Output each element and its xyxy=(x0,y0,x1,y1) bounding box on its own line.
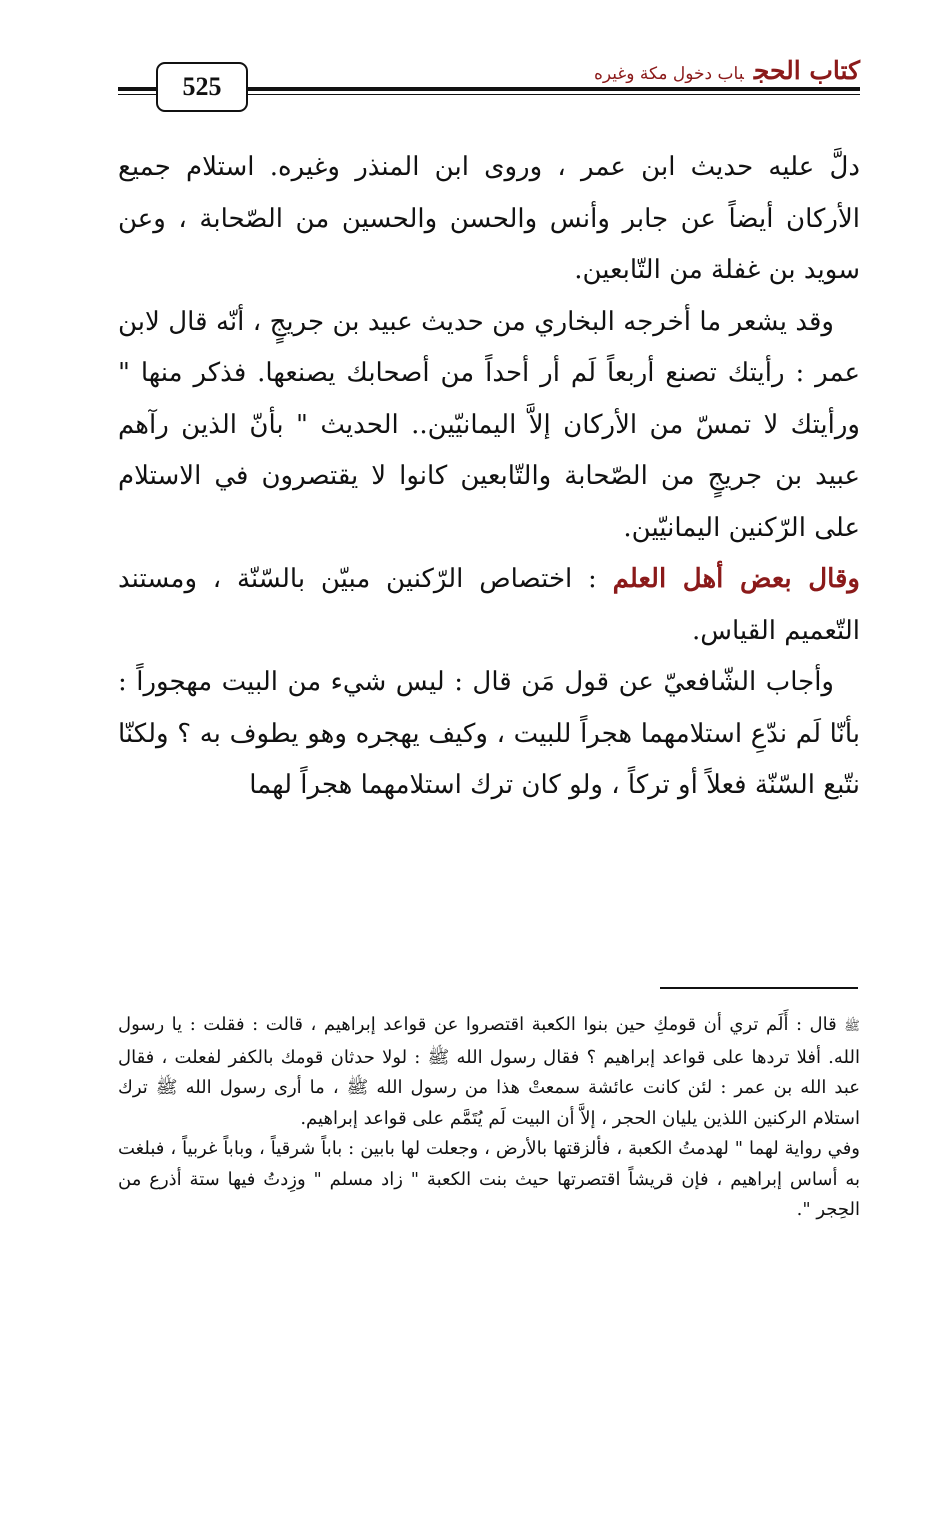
header-title xyxy=(594,56,860,85)
paragraph-3-text: : اختصاص الرّكنين مبيّن بالسّنّة ، ومستند التّعميم القياس. xyxy=(118,564,860,646)
highlighted-phrase: وقال بعض أهل العلم xyxy=(612,564,860,594)
footnote-1 xyxy=(118,1010,860,1134)
saw-symbol: ﷺ xyxy=(844,1019,860,1034)
footnotes xyxy=(118,1010,860,1226)
footnote-separator xyxy=(660,987,858,989)
paragraph-4: وأجاب الشّافعيّ عن قول مَن قال : ليس شيء من البيت مهجوراً : بأنّا لَم ندّعِ استلامهما هجراً للبيت ، وكيف يهجره وهو يطوف به ؟ ولكنّا نتّبع السّنّة فعلاً أو تركاً ، ولو كان ترك استلامهما هجراً لهما xyxy=(118,667,860,800)
paragraph-1: دلَّ عليه حديث ابن عمر ، وروى ابن المنذر وغيره. استلام جميع الأركان أيضاً عن جابر وأنس والحسن والحسين من الصّحابة ، وعن سويد بن غفلة من التّابعين. xyxy=(118,152,860,285)
paragraph-3 xyxy=(118,554,860,657)
book-title: كتاب الحج xyxy=(753,56,860,85)
page-number: 525 xyxy=(156,62,248,112)
footnote-1-text: قال : أَلَم تري أن قومكِ حين بنوا الكعبة اقتصروا عن قواعد إبراهيم ، قالت : فقلت : يا رسول الله. أفلا تردها على قواعد إبراهيم ؟ فقال رسول الله ﷺ : لولا حدثان قومك بالكفر لفعلت ، فقال عبد الله بن عمر : لئن كانت عائشة سمعتْ هذا من رسول الله ﷺ ، ما أرى رسول الله ﷺ ترك استلام الركنين اللذين يليان الحجر ، إلاَّ أن البيت لَم يُتَمَّم على قواعد إبراهيم. xyxy=(118,1014,860,1129)
chapter-title: باب دخول مكة وغيره xyxy=(593,64,744,84)
main-text xyxy=(118,142,860,812)
page-header xyxy=(118,50,860,120)
paragraph-2: وقد يشعر ما أخرجه البخاري من حديث عبيد بن جريجٍ ، أنّه قال لابن عمر : رأيتك تصنع أربعاً لَم أر أحداً من أصحابك يصنعها. فذكر منها " ورأيتك لا تمسّ من الأركان إلاَّ اليمانيّين.. الحديث " بأنّ الذين رآهم عبيد بن جريجٍ من الصّحابة والتّابعين كانوا لا يقتصرون في الاستلام على الرّكنين اليمانيّين. xyxy=(118,306,860,543)
footnote-2: وفي رواية لهما " لهدمتُ الكعبة ، فألزقتها بالأرض ، وجعلت لها بابين : باباً شرقياً ، وباباً غربياً ، فبلغت به أساس إبراهيم ، فإن قريشاً اقتصرتها حيث بنت الكعبة " زاد مسلم " وزِدتُ فيها ستة أذرع من الحِجر ". xyxy=(118,1138,860,1220)
